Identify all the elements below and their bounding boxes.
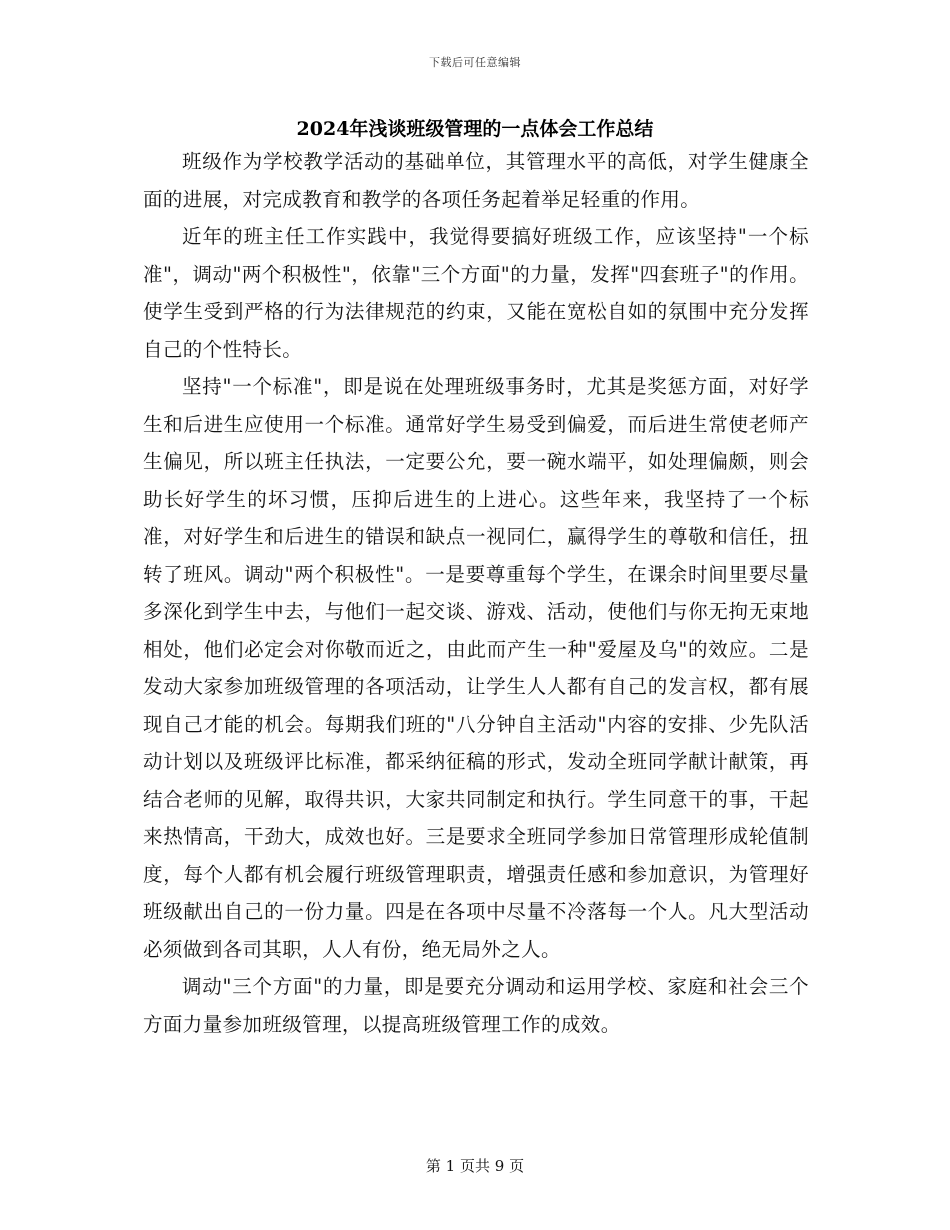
paragraph-1: 班级作为学校教学活动的基础单位，其管理水平的高低，对学生健康全面的进展，对完成教育和教学的各项任务起着举足轻重的作用。: [143, 150, 809, 211]
header-note: 下载后可任意编辑: [429, 56, 521, 69]
paragraph-2: 近年的班主任工作实践中，我觉得要搞好班级工作，应该坚持"一个标准"，调动"两个积极性"，依靠"三个方面"的力量，发挥"四套班子"的作用。使学生受到严格的行为法律规范的约束，又能在宽松自如的氛围中充分发挥自己的个性特长。: [143, 225, 809, 361]
paragraph-4: 调动"三个方面"的力量，即是要充分调动和运用学校、家庭和社会三个方面力量参加班级管理，以提高班级管理工作的成效。: [143, 975, 809, 1036]
paragraph-3: 坚持"一个标准"，即是说在处理班级事务时，尤其是奖惩方面，对好学生和后进生应使用一个标准。通常好学生易受到偏爱，而后进生常使老师产生偏见，所以班主任执法，一定要公允，要一碗水端平，如处理偏颇，则会助长好学生的坏习惯，压抑后进生的上进心。这些年来，我坚持了一个标准，对好学生和后进生的错误和缺点一视同仁，赢得学生的尊敬和信任，扭转了班风。调动"两个积极性"。一是要尊重每个学生，在课余时间里要尽量多深化到学生中去，与他们一起交谈、游戏、活动，使他们与你无拘无束地相处，他们必定会对你敬而近之，由此而产生一种"爱屋及乌"的效应。二是发动大家参加班级管理的各项活动，让学生人人都有自己的发言权，都有展现自己才能的机会。每期我们班的"八分钟自主活动"内容的安排、少先队活动计划以及班级评比标准，都采纳征稿的形式，发动全班同学献计献策，再结合老师的见解，取得共识，大家共同制定和执行。学生同意干的事，干起来热情高，干劲大，成效也好。三是要求全班同学参加日常管理形成轮值制度，每个人都有机会履行班级管理职责，增强责任感和参加意识，为管理好班级献出自己的一份力量。四是在各项中尽量不冷落每一个人。凡大型活动必须做到各司其职，人人有份，绝无局外之人。: [143, 375, 809, 961]
document-body: [143, 143, 809, 1043]
page-number: 第 1 页共 9 页: [425, 1157, 525, 1175]
document-title: 2024年浅谈班级管理的一点体会工作总结: [296, 118, 654, 140]
